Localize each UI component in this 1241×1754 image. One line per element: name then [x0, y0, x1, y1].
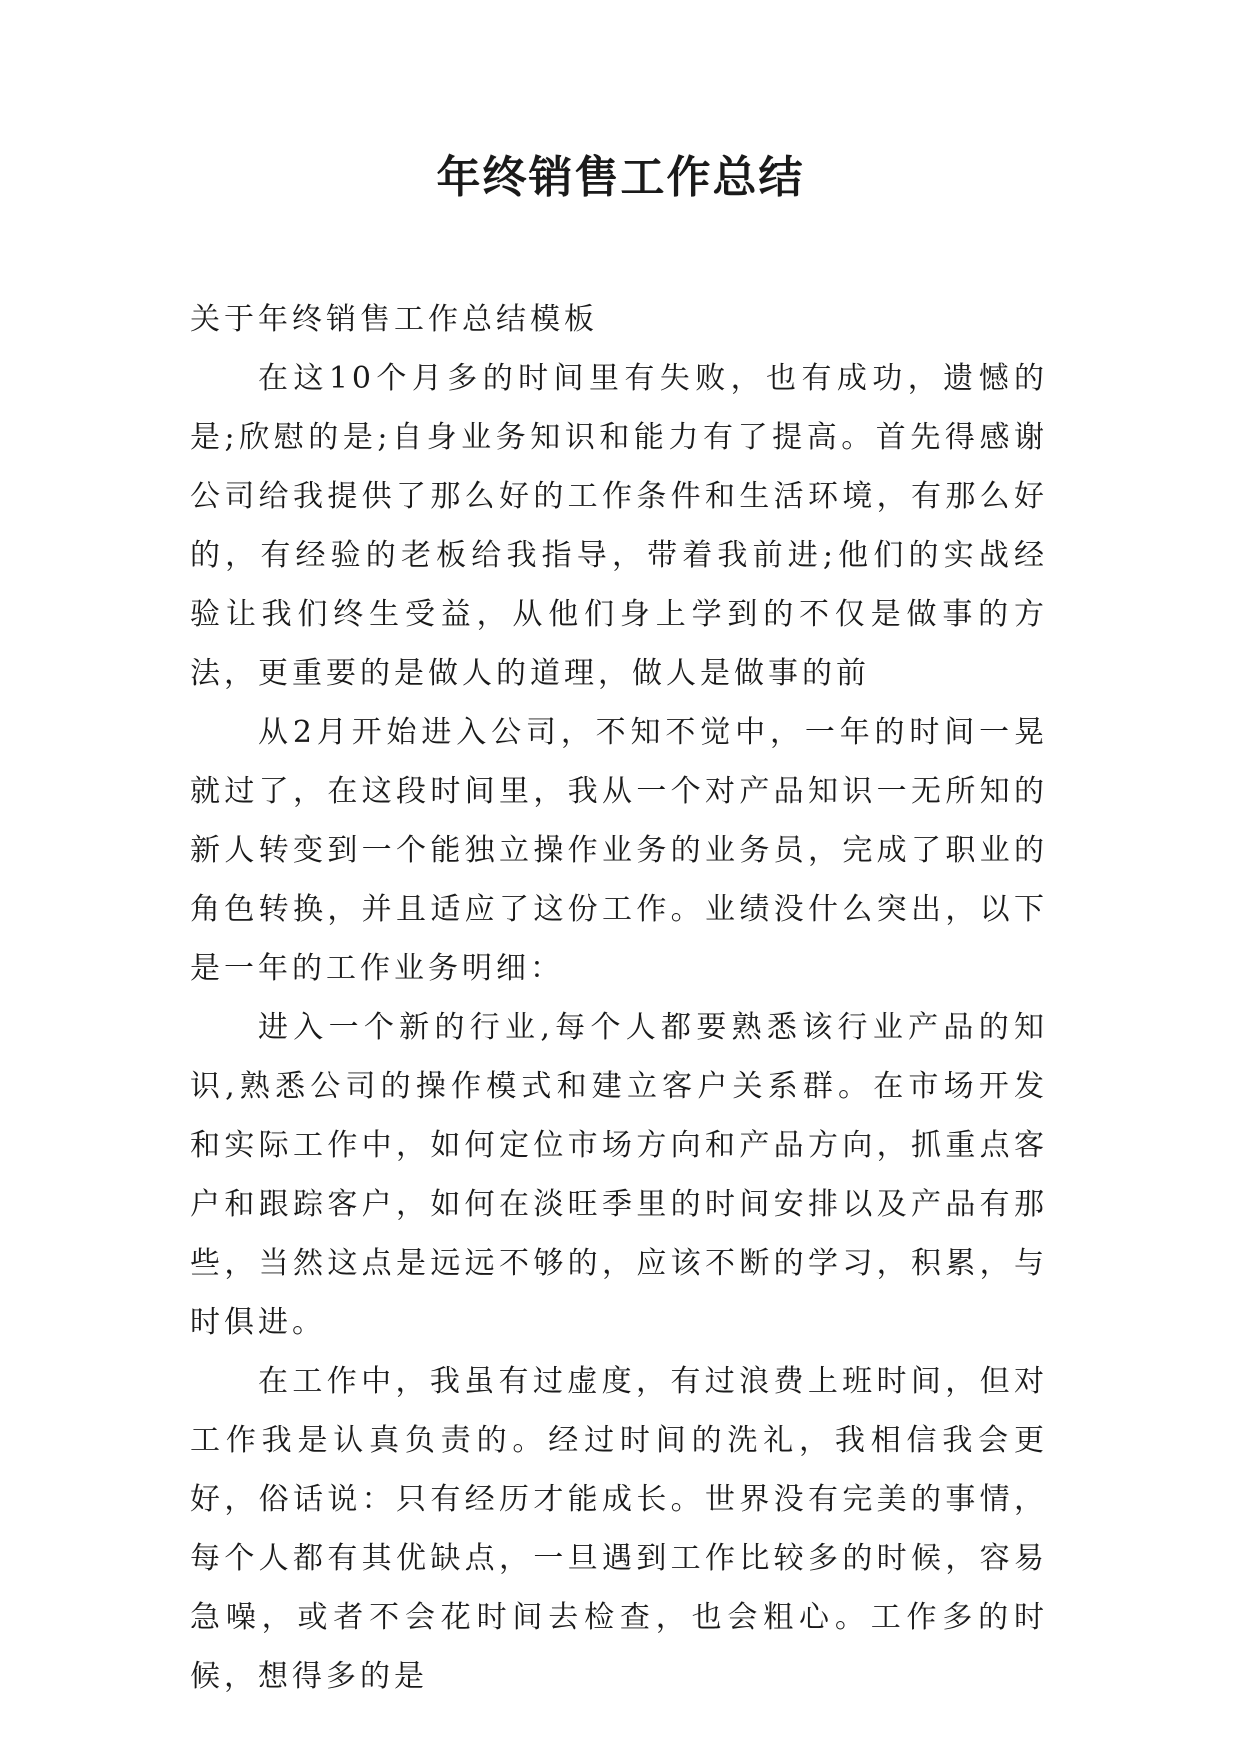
paragraph-1: 在这10个月多的时间里有失败，也有成功，遗憾的是;欣慰的是;自身业务知识和能力有了提高。首先得感谢公司给我提供了那么好的工作条件和生活环境，有那么好的，有经验的老板给我指导，带着我前进;他们的实战经验让我们终生受益，从他们身上学到的不仅是做事的方法，更重要的是做人的道理，做人是做事的前 — [190, 361, 1048, 691]
document-title: 年终销售工作总结 — [436, 152, 805, 203]
paragraph-2: 从2月开始进入公司，不知不觉中，一年的时间一晃就过了，在这段时间里，我从一个对产品知识一无所知的新人转变到一个能独立操作业务的业务员，完成了职业的角色转换，并且适应了这份工作。业绩没什么突出，以下是一年的工作业务明细： — [190, 715, 1048, 986]
document-body — [190, 290, 1048, 1706]
paragraph-4: 在工作中，我虽有过虚度，有过浪费上班时间，但对工作我是认真负责的。经过时间的洗礼，我相信我会更好，俗话说：只有经历才能成长。世界没有完美的事情，每个人都有其优缺点，一旦遇到工作比较多的时候，容易急噪，或者不会花时间去检查，也会粗心。工作多的时候，想得多的是 — [190, 1364, 1048, 1694]
document-subtitle: 关于年终销售工作总结模板 — [190, 302, 598, 337]
paragraph-3: 进入一个新的行业,每个人都要熟悉该行业产品的知识,熟悉公司的操作模式和建立客户关系群。在市场开发和实际工作中，如何定位市场方向和产品方向，抓重点客户和跟踪客户，如何在淡旺季里的时间安排以及产品有那些，当然这点是远远不够的，应该不断的学习，积累，与时俱进。 — [190, 1010, 1048, 1340]
